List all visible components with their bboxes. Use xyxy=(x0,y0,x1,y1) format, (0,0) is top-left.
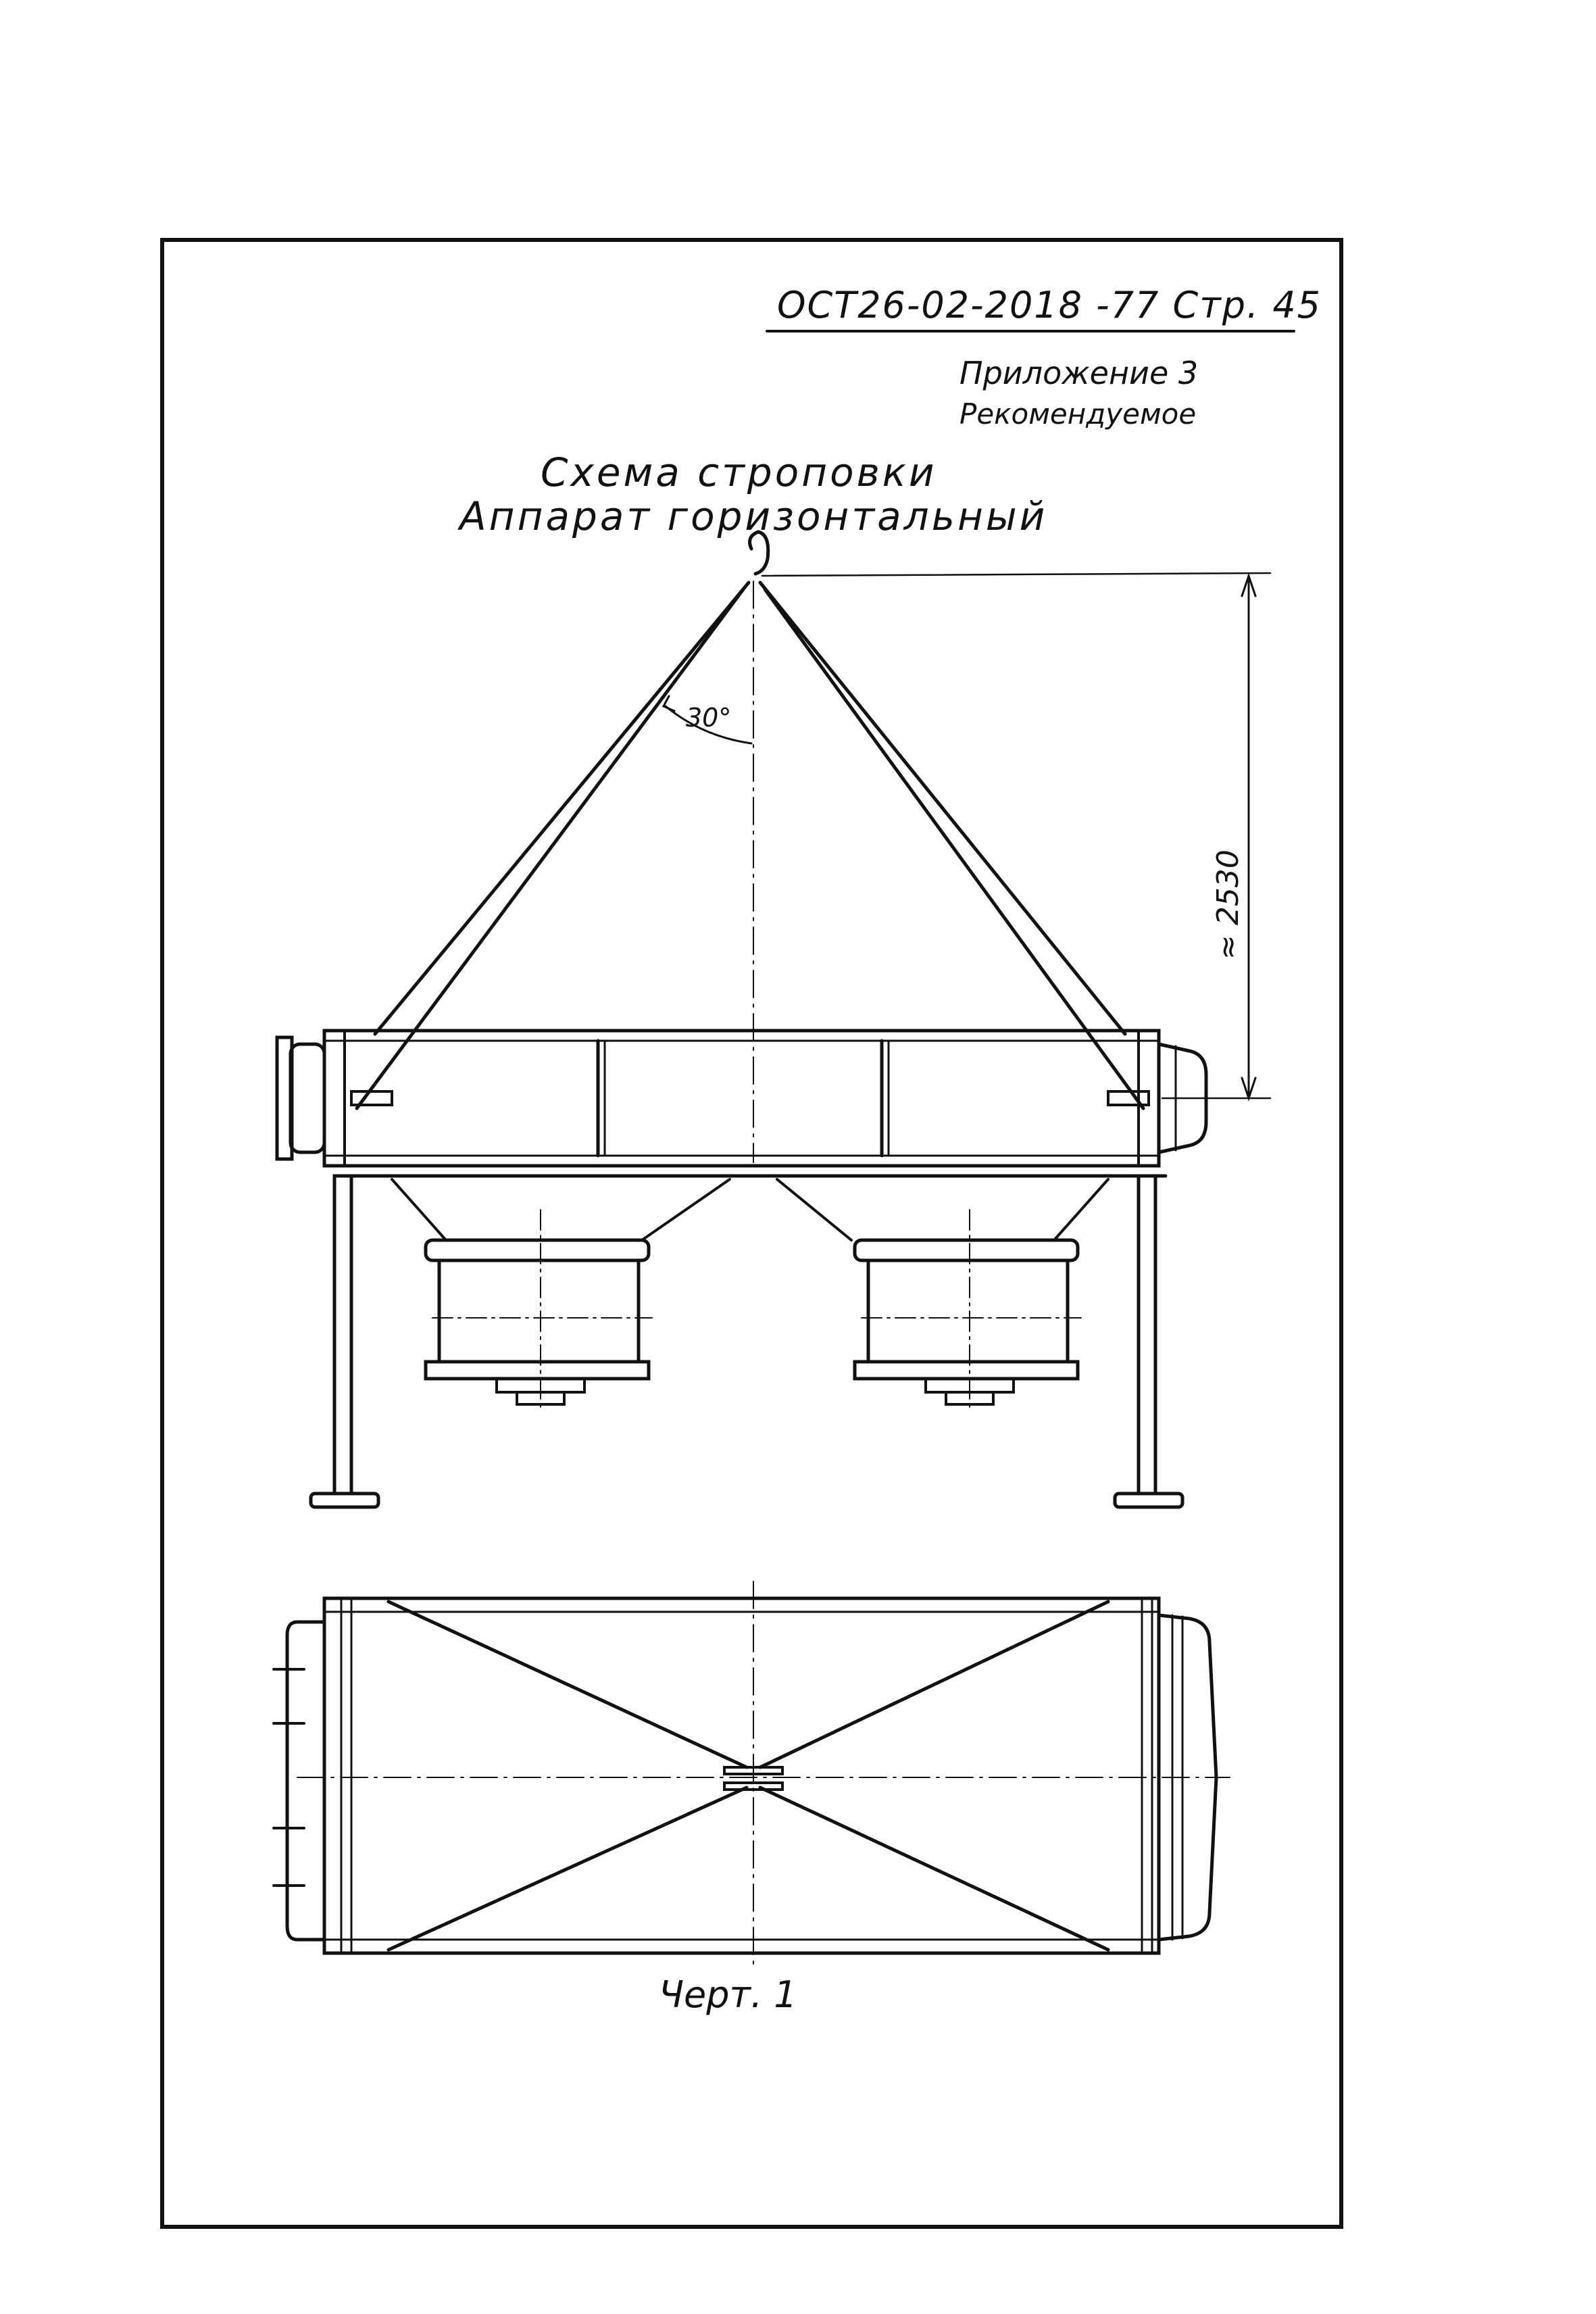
plan-sling-2 xyxy=(760,1602,1108,1767)
housing-body xyxy=(324,1031,1159,1166)
sling-left-outer xyxy=(375,583,749,1034)
foot-right xyxy=(1115,1494,1182,1507)
fan-left xyxy=(426,1210,652,1412)
drawing-title: Схема строповки xyxy=(541,449,937,495)
dim-top-extension xyxy=(762,573,1270,576)
appendix-label: Приложение 3 xyxy=(959,355,1199,391)
height-dimension-label: ≈ 2530 xyxy=(1211,850,1245,960)
fan-right xyxy=(855,1210,1081,1412)
lug-left xyxy=(351,1091,392,1105)
leg-right xyxy=(1139,1176,1155,1494)
document-code: ОСТ26-02-2018 -77 Стр. 45 xyxy=(777,284,1322,326)
plan-body xyxy=(324,1598,1159,1953)
housing-left-end xyxy=(324,1031,345,1166)
hopper-right xyxy=(777,1179,1108,1240)
lug-right xyxy=(1108,1091,1149,1105)
plan-sling-1 xyxy=(389,1602,747,1767)
sling-right-outer xyxy=(760,583,1125,1034)
left-header xyxy=(291,1044,324,1152)
leg-left xyxy=(334,1176,351,1494)
recommended-label: Рекомендуемое xyxy=(959,397,1197,430)
foot-left xyxy=(311,1494,378,1507)
hopper-left xyxy=(392,1179,730,1240)
angle-arrow xyxy=(664,696,674,711)
drawing-subtitle: Аппарат горизонтальный xyxy=(459,493,1048,539)
plan-sling-3 xyxy=(389,1788,747,1950)
figure-caption: Черт. 1 xyxy=(659,1973,797,2016)
plan-sling-4 xyxy=(760,1788,1108,1950)
apparatus-elevation xyxy=(277,532,1270,1507)
angle-label: 30° xyxy=(686,703,732,733)
apparatus-plan xyxy=(274,1581,1230,1970)
